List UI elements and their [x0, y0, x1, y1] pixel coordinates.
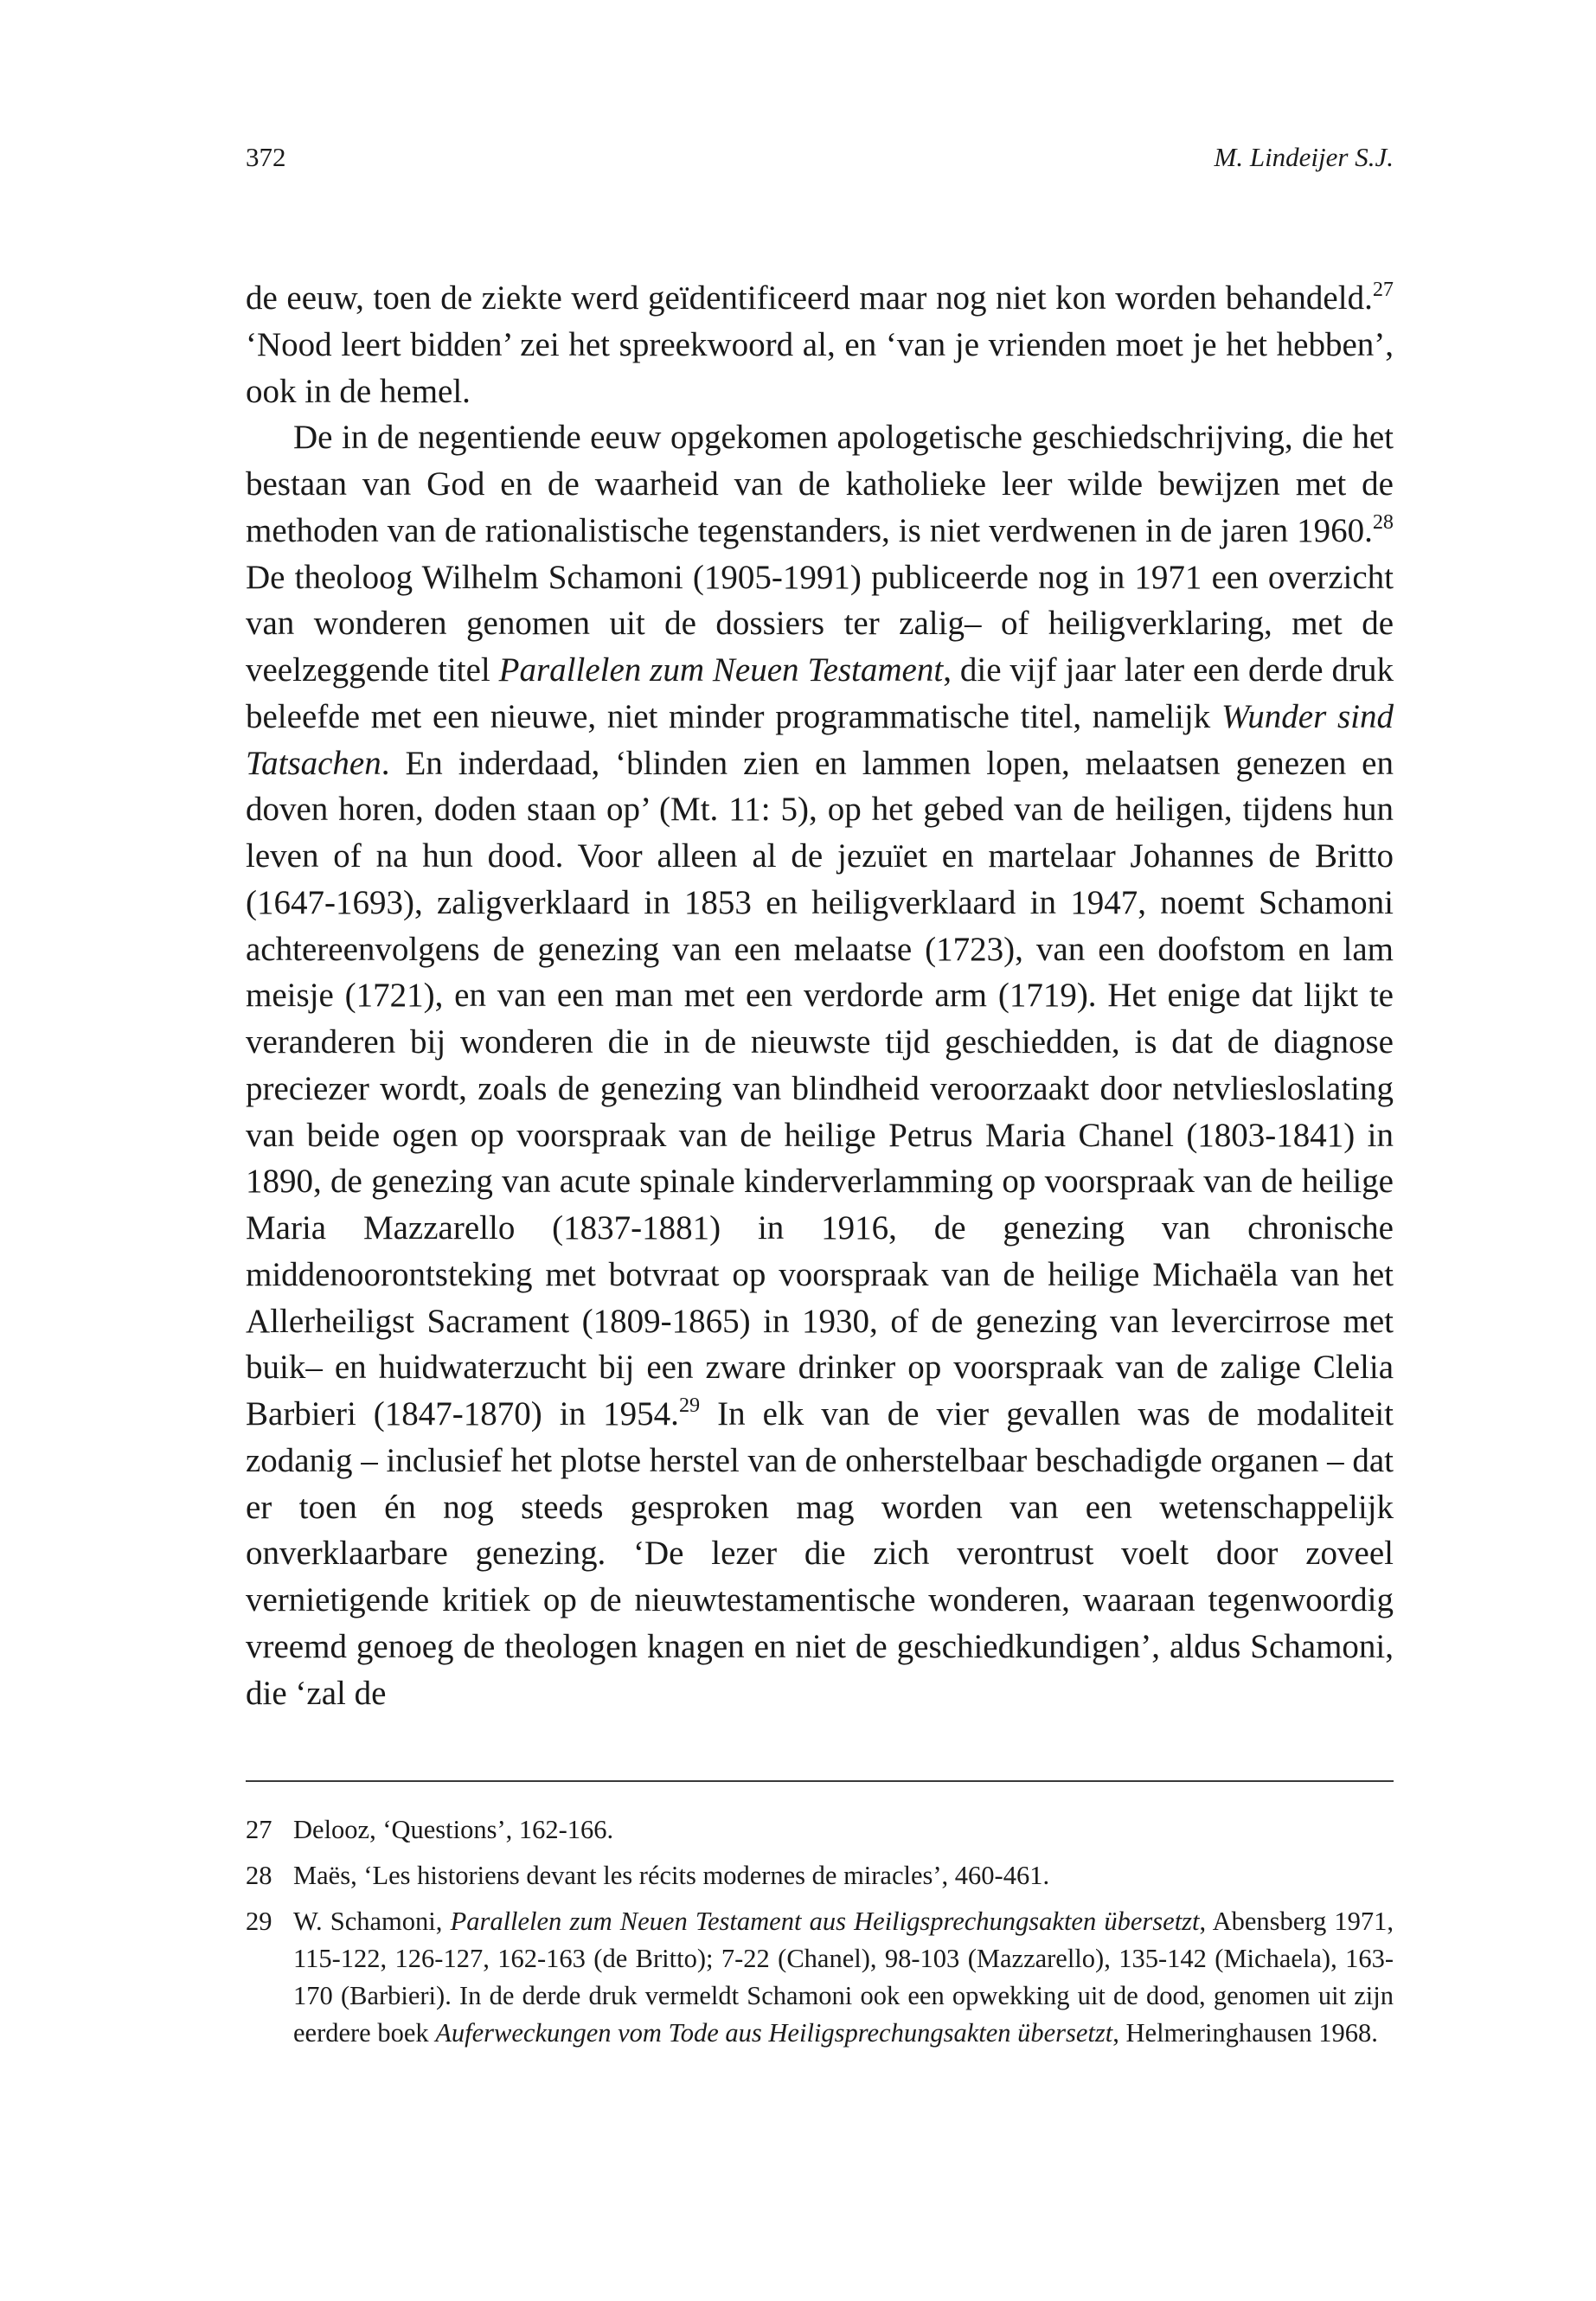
footnote-number: 28	[246, 1861, 272, 1890]
paragraph-2-text-d: . En inderdaad, ‘blinden zien en lammen lopen, melaatsen genezen en doven horen, doden staan op’ (Mt. 11: 5), op het gebed van de heiligen, tijdens hun leven of na hun dood. Voor alleen al de jezuïet en martelaar Johannes de Britto (1647-1693), zaligverklaard in 1853 en heiligverklaard in 1947, noemt Schamoni achtereenvolgens de genezing van een melaatse (1723), van een doofstom en lam meisje (1721), en van een man met een verdorde arm (1719). Het enige dat lijkt te veranderen bij wonderen die in de nieuwste tijd geschiedden, is dat de diagnose preciezer wordt, zoals de genezing van blindheid veroorzaakt door netvliesloslating van beide ogen op voorspraak van de heilige Petrus Maria Chanel (1803-1841) in 1890, de genezing van acute spinale kinderverlamming op voorspraak van de heilige Maria Mazzarello (1837-1881) in 1916, de genezing van chronische middenoorontsteking met botvraat op voorspraak van de heilige Michaëla van het Allerheiligst Sacrament (1809-1865) in 1930, of de genezing van levercirrose met buik– en huidwaterzucht bij een zware drinker op voorspraak van de zalige Clelia Barbieri (1847-1870) in 1954.	[246, 744, 1394, 1433]
book-title-parallelen: Parallelen zum Neuen Testament	[498, 651, 944, 689]
footnote-text: Delooz, ‘Questions’, 162-166.	[293, 1815, 614, 1844]
paragraph-1-text-a: de eeuw, toen de ziekte werd geïdentificeerd maar nog niet kon worden behandeld.	[246, 279, 1373, 317]
footnote-text-b: , Abensberg 1971, 115-122, 126-127, 162-163 (de Britto); 7-22 (Chanel), 98-103 (Mazzarello), 135-142 (Michaela), 163-170 (Barbieri). In de derde druk vermeldt Schamoni ook een opwekking uit de dood, genomen uit zijn eerdere boek	[293, 1907, 1394, 2048]
paragraph-1-text-b: ‘Nood leert bidden’ zei het spreekwoord al, en ‘van je vrienden moet je het hebben’, ook in de hemel.	[246, 325, 1394, 410]
footnote-book-title-auferweckungen: Auferweckungen vom Tode aus Heiligsprechungsakten übersetzt	[435, 2018, 1113, 2048]
footnote-ref-28: 28	[1372, 510, 1394, 534]
paragraph-2	[246, 414, 1394, 1716]
paragraph-2-text-c: , die vijf jaar later een derde druk beleefde met een nieuwe, niet minder programmatische titel, namelijk	[246, 651, 1394, 735]
footnote-separator	[246, 1780, 1394, 1782]
paragraph-1	[246, 275, 1394, 414]
footnote-ref-27: 27	[1372, 278, 1394, 302]
footnote-number: 27	[246, 1815, 272, 1844]
footnote-28	[246, 1857, 1394, 1894]
footnote-number: 29	[246, 1907, 272, 1936]
book-title-wunder: Wunder sind Tatsachen	[246, 697, 1394, 782]
page-number: 372	[246, 142, 286, 172]
footnote-text: Maës, ‘Les historiens devant les récits modernes de miracles’, 460-461.	[293, 1861, 1050, 1890]
footnote-book-title-parallelen: Parallelen zum Neuen Testament aus Heiligsprechungsakten übersetzt	[450, 1907, 1200, 1936]
running-head-author: M. Lindeijer S.J.	[1214, 142, 1394, 172]
paragraph-2-text-a: De in de negentiende eeuw opgekomen apologetische geschiedschrijving, die het bestaan van God en de waarheid van de katholieke leer wilde bewijzen met de methoden van de rationalistische tegenstanders, is niet verdwenen in de jaren 1960.	[246, 419, 1394, 549]
footnote-27	[246, 1811, 1394, 1849]
paragraph-2-text-b: De theoloog Wilhelm Schamoni (1905-1991) publiceerde nog in 1971 een overzicht van wonderen genomen uit de dossiers ter zalig– of heiligverklaring, met de veelzeggende titel	[246, 558, 1394, 689]
footnote-text-c: , Helmeringhausen 1968.	[1112, 2018, 1378, 2048]
footnote-ref-29: 29	[678, 1394, 701, 1418]
footnote-29	[246, 1903, 1394, 2052]
footnotes	[246, 1811, 1394, 2061]
footnote-text-a: W. Schamoni,	[293, 1907, 451, 1936]
running-head	[246, 138, 1394, 176]
paragraph-2-text-e: In elk van de vier gevallen was de modaliteit zodanig – inclusief het plotse herstel van de onherstelbaar beschadigde organen – dat er toen én nog steeds gesproken mag worden van een wetenschappelijk onverklaarbare genezing. ‘De lezer die zich verontrust voelt door zoveel vernietigende kritiek op de nieuwtestamentische wonderen, waaraan tegenwoordig vreemd genoeg de theologen knagen en niet de geschiedkundigen’, aldus Schamoni, die ‘zal de	[246, 1395, 1394, 1712]
body-text	[246, 275, 1394, 1716]
